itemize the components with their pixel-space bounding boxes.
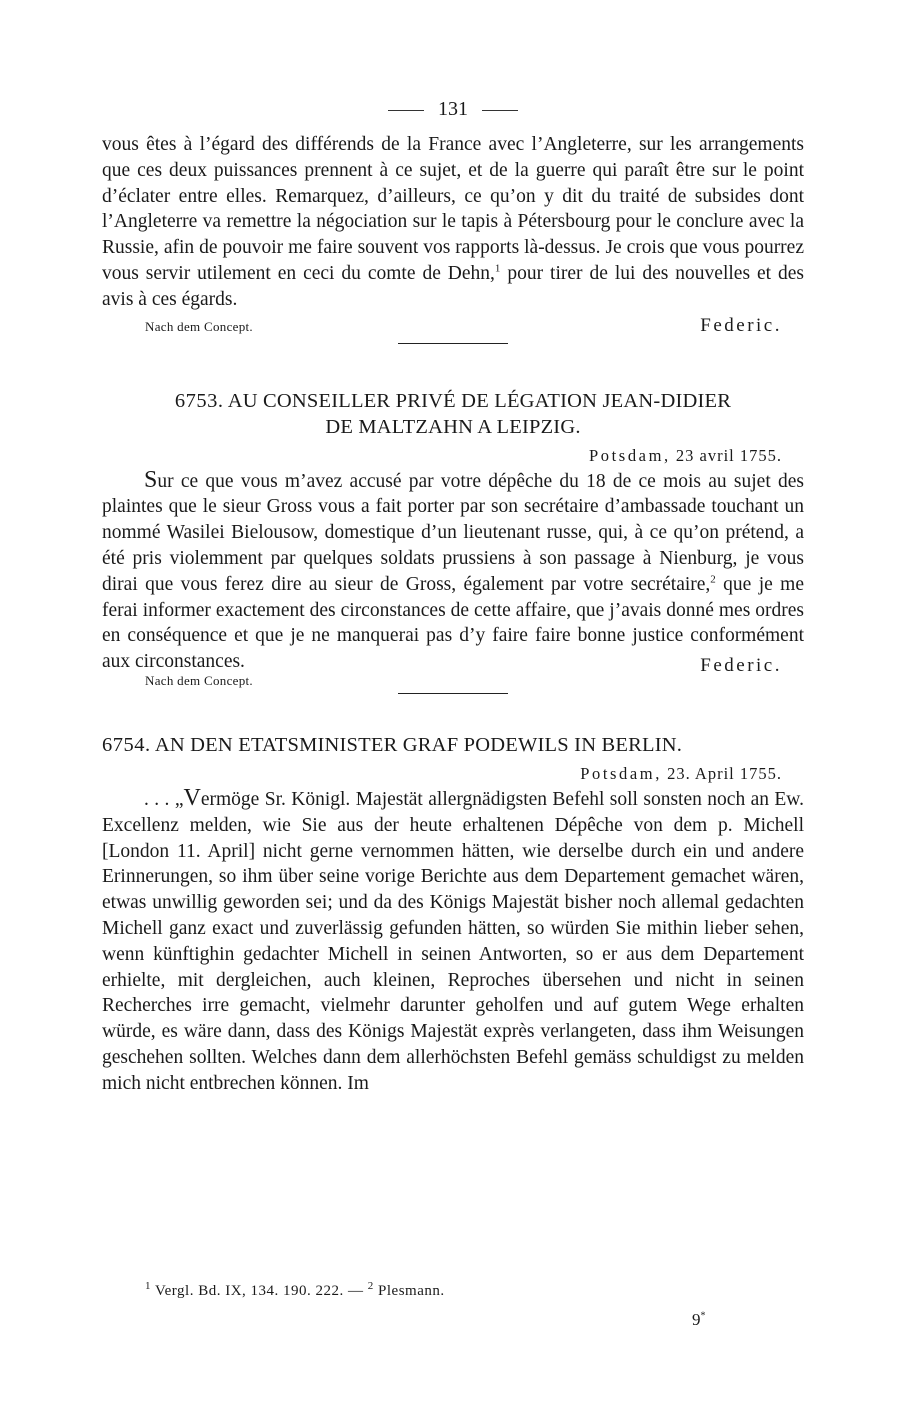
footnote-mark-2: 2 bbox=[367, 1280, 374, 1292]
letter-body-b: que je me ferai informer exactement des circonstances de cette affaire, que j’avais donné mes ordres en conséquence et que je ne manquerai pas d’y faire faire bonne justice conformément aux circonstances. bbox=[102, 573, 804, 673]
footnote-mark-1: 1 bbox=[145, 1280, 151, 1292]
place: Potsdam, bbox=[588, 445, 671, 465]
letter-heading bbox=[102, 388, 804, 414]
date: 23 avril 1755. bbox=[675, 445, 782, 465]
signature-mark bbox=[692, 1310, 706, 1330]
ellipsis-lead: . . . „ bbox=[144, 788, 184, 810]
place: Potsdam, bbox=[580, 763, 662, 783]
letter-heading bbox=[102, 732, 804, 758]
initial-letter: S bbox=[144, 466, 158, 493]
footnote-1: Vergl. Bd. IX, 134. 190. 222. bbox=[151, 1283, 344, 1299]
footnote-separator: — bbox=[343, 1283, 368, 1299]
date: 23. April 1755. bbox=[667, 763, 782, 783]
signature: Federic. bbox=[700, 314, 782, 336]
signature-mark-number: 9 bbox=[692, 1310, 701, 1329]
continued-letter-end: pour tirer de lui des nouvelles et des avis à ces égards. bbox=[102, 262, 804, 310]
letter-title-line1: AU CONSEILLER PRIVÉ DE LÉGATION JEAN-DIDIER bbox=[227, 389, 732, 412]
dateline bbox=[102, 444, 782, 468]
letter-body-a: ur ce que vous m’avez accusé par votre dépêche du 18 de ce mois au sujet des plaintes que le sieur Gross vous a fait porter par son secrétaire d’ambassade touchant un nommé Wasilei Bielousow, domestique d’un lieutenant russe, qui, à ce qu’on prétend, a été pris violemment par quelques soldats prussiens à son passage à Nienburg, je vous dirai que vous ferez dire au sieur de Gross, également par votre secrétaire, bbox=[102, 470, 804, 595]
running-head bbox=[102, 94, 804, 124]
letter-6753-meta bbox=[102, 655, 804, 687]
signature: Federic. bbox=[700, 654, 782, 676]
footnote-ref-1: 1 bbox=[494, 262, 501, 275]
header-dash-left bbox=[388, 110, 424, 111]
header-dash-right bbox=[482, 110, 518, 111]
dateline bbox=[102, 762, 782, 786]
section-rule bbox=[398, 693, 508, 694]
page-number: 131 bbox=[438, 98, 468, 120]
letter-title-line2: DE MALTZAHN A LEIPZIG. bbox=[325, 415, 581, 438]
continued-letter-body: vous êtes à l’égard des différends de la France avec l’Angleterre, sur les arrangements que ces deux puissances prennent à ce sujet, et de la guerre qui paraît être sur le point d’éclater entre elles. Remarquez, d’ailleurs, ce qu’on y dit du traité de subsides dont l’Angleterre va remettre la négociation sur le tapis à Pétersbourg pour le conclure avec la Russie, afin de pouvoir me faire souvent vos rapports là-dessus. Je crois que vous pourrez vous servir utilement en ceci du comte de Dehn, bbox=[102, 134, 804, 284]
letter-text bbox=[102, 468, 804, 675]
letter-title: AN DEN ETATSMINISTER GRAF PODEWILS IN BERLIN. bbox=[154, 733, 683, 756]
continued-letter-text bbox=[102, 132, 804, 313]
initial-letter: V bbox=[183, 784, 201, 811]
letter-6753 bbox=[102, 388, 804, 694]
source-note: Nach dem Concept. bbox=[145, 672, 253, 688]
page-body bbox=[102, 94, 804, 1097]
letter-text bbox=[102, 786, 804, 1097]
footnotes bbox=[145, 1280, 445, 1300]
letter-body: ermöge Sr. Königl. Majestät allergnädigsten Befehl soll sonsten noch an Ew. Excellenz melden, wie Sie aus der heute erhaltenen Dépêche von dem p. Michell [London 11. April] nicht gerne vernommen hätten, wie derselbe durch ein und andere Erinnerungen, so ihm über seine vorige Berichte aus dem Departement gemachet wären, etwas unwillig geworden sei; und da des Königs Majestät bisher noch allemal gedachten Michell ganz exact und zuverlässig gefunden hätten, so würden Sie mithin lieber sehen, wenn künftighin gedachter Michell in seinen Antworten, so er aus dem Departement erhielte, mit dergleichen, auch kleinen, Reproches übersehen und nicht in seinen Recherches irre gemacht, vielmehr darunter geholfen und auf gutem Wege erhalten würde, es wäre dann, dass des Königs Majestät exprès verlangeten, dass ihm Weisungen geschehen sollten. Welches dann dem allerhöchsten Befehl gemäss schuldigst zu melden mich nicht entbrechen können. Im bbox=[102, 788, 805, 1094]
footnote-2: Plesmann. bbox=[373, 1283, 445, 1299]
footnote-ref-2: 2 bbox=[710, 573, 716, 586]
letter-6754 bbox=[102, 732, 804, 1097]
section-rule bbox=[398, 343, 508, 344]
source-note: Nach dem Concept. bbox=[145, 318, 253, 334]
letter-number: 6754. bbox=[102, 733, 151, 756]
letter-number: 6753. bbox=[174, 389, 224, 412]
letter-6752-meta bbox=[102, 315, 804, 339]
signature-mark-star: * bbox=[700, 1310, 706, 1322]
